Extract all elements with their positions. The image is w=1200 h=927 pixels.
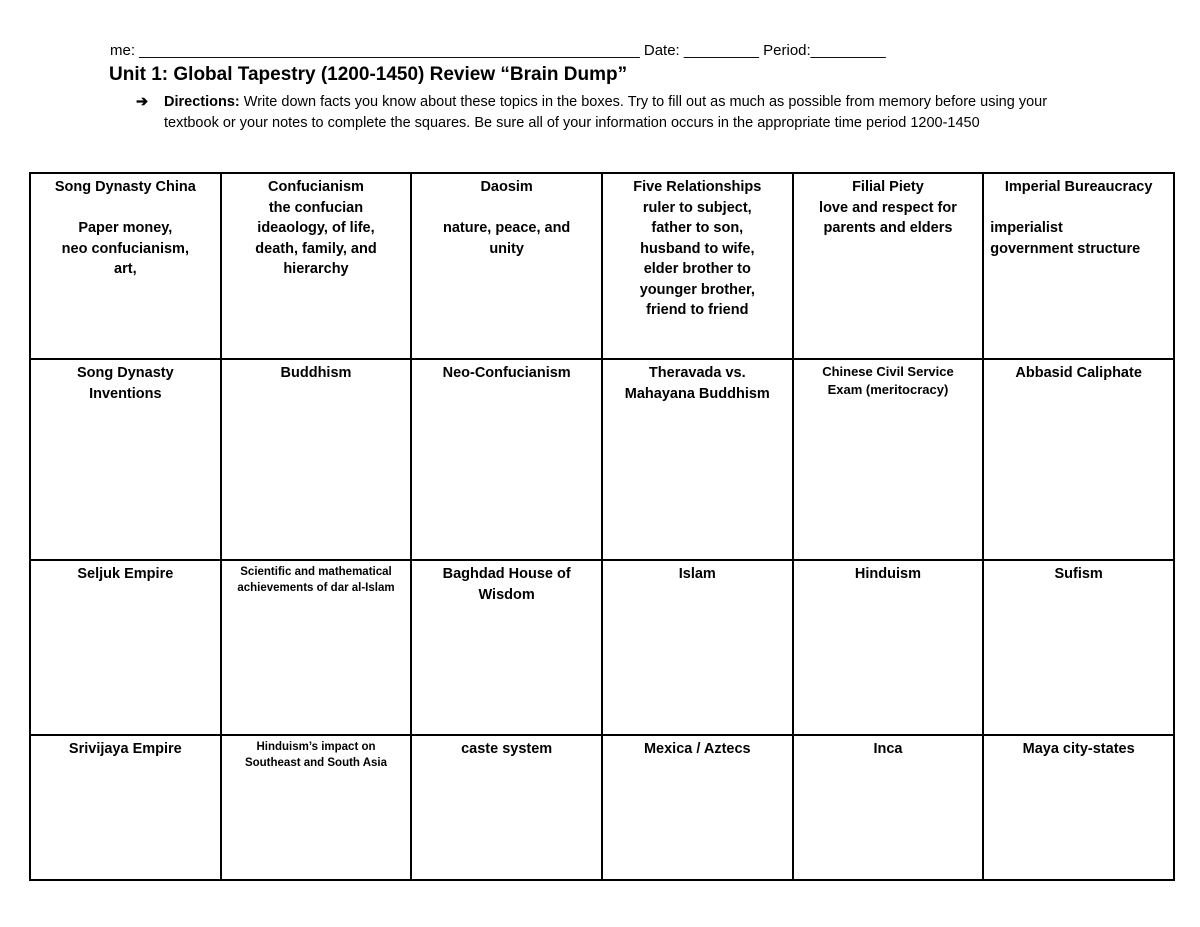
- grid-cell[interactable]: [602, 560, 793, 735]
- grid-cell[interactable]: [983, 735, 1174, 880]
- cell-topic: Sufism: [1054, 566, 1103, 582]
- cell-topic: Song Dynasty Inventions: [76, 365, 174, 402]
- cell-topic: Confucianism: [268, 179, 364, 195]
- cell-topic: Theravada vs. Mahayana Buddhism: [624, 365, 770, 402]
- cell-topic: Song Dynasty China: [54, 179, 196, 195]
- grid-cell[interactable]: [793, 735, 984, 880]
- grid-cell[interactable]: [30, 173, 221, 359]
- grid-cell[interactable]: [221, 173, 412, 359]
- cell-topic: Imperial Bureaucracy: [1004, 179, 1153, 195]
- cell-notes: imperialist government structure: [990, 220, 1141, 257]
- arrow-right-icon: ➔: [136, 94, 149, 110]
- cell-topic: Five Relationships: [633, 179, 762, 195]
- grid-cell[interactable]: [983, 359, 1174, 560]
- grid-cell[interactable]: [411, 735, 602, 880]
- brain-dump-grid: [29, 172, 1175, 881]
- cell-topic: Chinese Civil Service Exam (meritocracy): [822, 364, 954, 397]
- cell-topic: Srivijaya Empire: [68, 741, 182, 757]
- grid-cell[interactable]: [602, 735, 793, 880]
- cell-topic: Seljuk Empire: [77, 566, 174, 582]
- grid-cell[interactable]: [411, 173, 602, 359]
- grid-row-3: [30, 560, 1174, 735]
- cell-notes: Paper money, neo confucianism, art,: [61, 220, 189, 277]
- grid-cell[interactable]: [793, 173, 984, 359]
- grid-cell[interactable]: [983, 173, 1174, 359]
- grid-cell[interactable]: [221, 359, 412, 560]
- cell-topic: caste system: [461, 741, 553, 757]
- cell-topic: Mexica / Aztecs: [643, 741, 751, 757]
- grid-cell[interactable]: [221, 735, 412, 880]
- grid-cell[interactable]: [602, 359, 793, 560]
- grid-row-2: [30, 359, 1174, 560]
- directions-label: Directions:: [164, 94, 240, 110]
- grid-row-4: [30, 735, 1174, 880]
- grid-cell[interactable]: [411, 560, 602, 735]
- grid-cell[interactable]: [30, 735, 221, 880]
- cell-topic: Islam: [678, 566, 716, 582]
- cell-topic: Hinduism’s impact on Southeast and South Asia: [244, 741, 388, 769]
- cell-notes: nature, peace, and unity: [442, 220, 571, 257]
- cell-topic: Buddhism: [280, 365, 352, 381]
- cell-topic: Inca: [873, 741, 903, 757]
- grid-cell[interactable]: [411, 359, 602, 560]
- grid-row-1: [30, 173, 1174, 359]
- grid-cell[interactable]: [793, 560, 984, 735]
- grid-cell[interactable]: [221, 560, 412, 735]
- grid-cell[interactable]: [602, 173, 793, 359]
- page-title: Unit 1: Global Tapestry (1200-1450) Review “Brain Dump”: [109, 64, 628, 85]
- cell-notes: the confucian ideaology, of life, death, family, and hierarchy: [255, 199, 377, 277]
- grid-cell[interactable]: [30, 359, 221, 560]
- cell-topic: Filial Piety: [852, 179, 924, 195]
- directions: [136, 92, 1076, 133]
- grid-cell[interactable]: [983, 560, 1174, 735]
- name-date-period-line: me: ____________________________________________________________ Date: _________ Period:_________: [110, 42, 886, 59]
- cell-topic: Scientific and mathematical achievements of dar al-Islam: [237, 566, 395, 594]
- cell-topic: Abbasid Caliphate: [1015, 365, 1142, 381]
- cell-notes: ruler to subject, father to son, husband to wife, elder brother to younger brother, friend to friend: [639, 199, 755, 318]
- cell-topic: Neo-Confucianism: [442, 365, 571, 381]
- cell-topic: Hinduism: [854, 566, 921, 582]
- cell-topic: Daosim: [480, 179, 533, 195]
- grid-cell[interactable]: [793, 359, 984, 560]
- cell-topic: Maya city-states: [1022, 741, 1135, 757]
- cell-notes: love and respect for parents and elders: [819, 199, 957, 236]
- grid-cell[interactable]: [30, 560, 221, 735]
- cell-topic: Baghdad House of Wisdom: [442, 566, 571, 603]
- directions-text: Write down facts you know about these topics in the boxes. Try to fill out as much as possible from memory before using your textbook or your notes to complete the squares. Be sure all of your information occurs in the appropriate time period 1200-1450: [164, 94, 1048, 131]
